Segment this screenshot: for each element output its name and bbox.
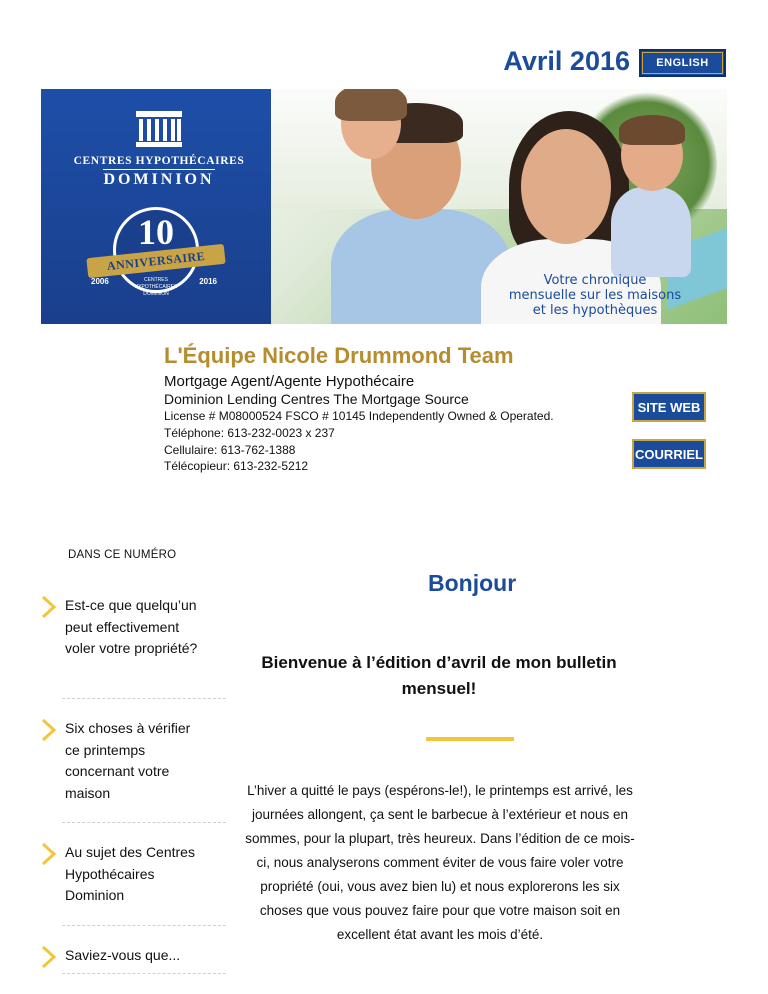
- chevron-right-icon: [40, 595, 58, 619]
- website-button[interactable]: SITE WEB: [632, 392, 706, 422]
- banner-tagline: Votre chronique mensuelle sur les maisons et les hypothèques: [508, 273, 682, 318]
- logo-text-line1: CENTRES HYPOTHÉCAIRES: [73, 155, 245, 167]
- english-button[interactable]: ENGLISH: [639, 49, 726, 77]
- agent-fax: Télécopieur: 613-232-5212: [164, 459, 309, 473]
- seal-year-start: 2006: [91, 277, 109, 286]
- chevron-right-icon: [40, 842, 58, 866]
- agent-title: Mortgage Agent/Agente Hypothécaire: [164, 373, 415, 390]
- gold-divider: [426, 737, 514, 741]
- email-button[interactable]: COURRIEL: [632, 439, 706, 469]
- agent-phone: Téléphone: 613-232-0023 x 237: [164, 426, 335, 440]
- welcome-heading: Bienvenue à l’édition d’avril de mon bulletin mensuel!: [261, 653, 617, 698]
- intro-paragraph: L’hiver a quitté le pays (espérons-le!), le printemps est arrivé, les journées allongent, ça sent le barbecue à l’extérieur et nous en sommes, pour la plupart, très heureux. Dans l’édition de ce mois-ci, nous analyserons comment éviter de vous faire voler votre propriété (oui, vous avez bien lu) et nous explorerons les six choses que vous pouvez faire pour que votre maison soit en excellent état avant les mois d’été.: [245, 783, 635, 942]
- agent-company: Dominion Lending Centres The Mortgage Source: [164, 391, 469, 407]
- agent-cell: Cellulaire: 613-762-1388: [164, 443, 296, 457]
- issue-month: Avril 2016: [503, 46, 630, 76]
- sidebar-item-label: Est-ce que quelqu’un peut effectivement voler votre propriété?: [65, 597, 198, 656]
- sidebar-divider: [62, 698, 226, 699]
- sidebar-item-label: Six choses à vérifier ce printemps concernant votre maison: [65, 720, 191, 801]
- team-name: L'Équipe Nicole Drummond Team: [164, 343, 514, 368]
- sidebar-divider: [62, 822, 226, 823]
- chevron-right-icon: [40, 718, 58, 742]
- agent-license: License # M08000524 FSCO # 10145 Independently Owned & Operated.: [164, 409, 554, 423]
- greeting-heading: Bonjour: [428, 570, 517, 596]
- sidebar-divider: [62, 973, 226, 974]
- seal-ribbon: ANNIVERSAIRE: [86, 244, 225, 278]
- logo-text-line2: DOMINION: [103, 171, 215, 188]
- sidebar-item-label: Saviez-vous que...: [65, 947, 181, 963]
- sidebar-divider: [62, 925, 226, 926]
- seal-year-end: 2016: [199, 277, 217, 286]
- hero-banner: [41, 89, 727, 324]
- seal-mini-logo: CENTRES HYPOTHÉCAIRES DOMINION: [134, 277, 178, 297]
- building-icon: [136, 111, 182, 147]
- sidebar-title: DANS CE NUMÉRO: [68, 549, 177, 561]
- chevron-right-icon: [40, 945, 58, 969]
- dominion-logo: [59, 111, 259, 189]
- seal-number: 10: [138, 212, 174, 252]
- sidebar-item-label: Au sujet des Centres Hypothécaires Dominion: [65, 844, 195, 903]
- anniversary-seal: [81, 207, 231, 307]
